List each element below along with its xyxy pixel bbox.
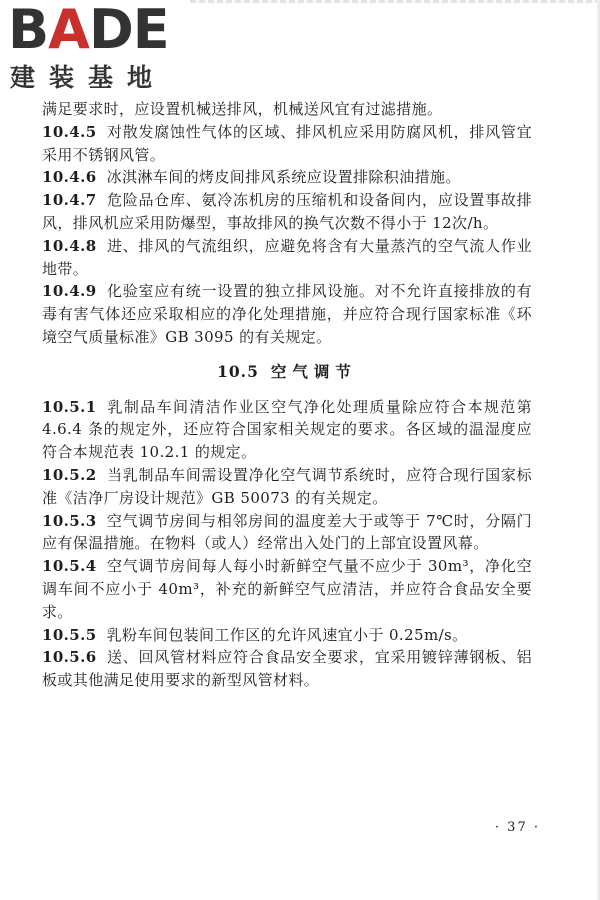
clause-text: 进、排风的气流组织，应避免将含有大量蒸汽的空气流人作业地带。	[42, 236, 532, 278]
paragraph-continued	[42, 98, 532, 121]
section-number: 10.5	[217, 361, 259, 381]
clause-number: 10.4.9	[42, 282, 97, 301]
clause-number: 10.5.4	[42, 557, 97, 576]
clause-number: 10.5.5	[42, 625, 97, 644]
clause-10-4-6	[42, 166, 532, 189]
logo-letters-de: DE	[88, 0, 169, 61]
section-heading	[42, 361, 532, 384]
clause-10-5-1	[42, 396, 532, 464]
clause-text: 对散发腐蚀性气体的区域、排风机应采用防腐风机，排风管宜采用不锈钢风管。	[42, 122, 532, 164]
clause-number: 10.5.6	[42, 648, 97, 667]
clause-number: 10.5.2	[42, 465, 97, 484]
clause-text: 空气调节房间与相邻房间的温度差大于或等于 7℃时，分隔门应有保温措施。在物料（或人）经常出入处门的上部宜设置风幕。	[42, 511, 532, 553]
logo-letter-b: B	[8, 0, 49, 61]
section-title: 空气调节	[270, 361, 357, 381]
clause-10-5-5	[42, 624, 532, 647]
clause-text: 乳粉车间包装间工作区的允许风速宜小于 0.25m/s。	[106, 625, 468, 644]
clause-number: 10.5.1	[42, 397, 97, 416]
clause-10-4-5	[42, 121, 532, 167]
clause-10-5-3	[42, 510, 532, 556]
clause-10-5-2	[42, 464, 532, 510]
clause-text: 空气调节房间每人每小时新鲜空气量不应少于 30m³，净化空调车间不应小于 40m³，补充的新鲜空气应清洁，并应符合食品安全要求。	[42, 557, 532, 621]
logo-letter-a: A	[48, 0, 89, 61]
document-body	[42, 98, 532, 692]
clause-text: 危险品仓库、氨冷冻机房的压缩机和设备间内，应设置事故排风，排风机应采用防爆型，事故排风的换气次数不得小于 12次/h。	[42, 191, 532, 232]
clause-text: 送、回风管材料应符合食品安全要求，宜采用镀锌薄钢板、铝板或其他满足使用要求的新型风管材料。	[42, 648, 532, 690]
clause-number: 10.4.7	[42, 191, 97, 210]
clause-text: 冰淇淋车间的烤皮间排风系统应设置排除积油措施。	[106, 168, 461, 187]
clause-10-4-7	[42, 189, 532, 235]
clause-number: 10.4.8	[42, 236, 97, 255]
clause-number: 10.4.6	[42, 168, 97, 187]
clause-10-4-8	[42, 235, 532, 281]
page-number: · 37 ·	[494, 820, 540, 835]
clause-10-5-4	[42, 555, 532, 623]
clause-text: 乳制品车间清洁作业区空气净化处理质量除应符合本规范第 4.6.4 条的规定外，还应符合国家相关规定的要求。各区域的温湿度应符合本规范表 10.2.1 的规定。	[42, 397, 532, 462]
logo-subtitle: 建装基地	[10, 63, 167, 92]
clause-number: 10.4.5	[42, 122, 97, 141]
logo-wordmark	[8, 0, 169, 61]
clause-10-5-6	[42, 646, 532, 692]
clause-text: 化验室应有统一设置的独立排风设施。对不允许直接排放的有毒有害气体还应采取相应的净化处理措施，并应符合现行国家标准《环境空气质量标准》GB 3095 的有关规定。	[42, 282, 532, 346]
paragraph-text: 满足要求时，应设置机械送排风，机械送风宜有过滤措施。	[42, 100, 443, 118]
clause-number: 10.5.3	[42, 511, 97, 530]
scan-top-border	[190, 0, 600, 3]
watermark-logo	[8, 2, 178, 92]
clause-text: 当乳制品车间需设置净化空气调节系统时，应符合现行国家标准《洁净厂房设计规范》GB 50073 的有关规定。	[42, 465, 532, 507]
clause-10-4-9	[42, 280, 532, 348]
